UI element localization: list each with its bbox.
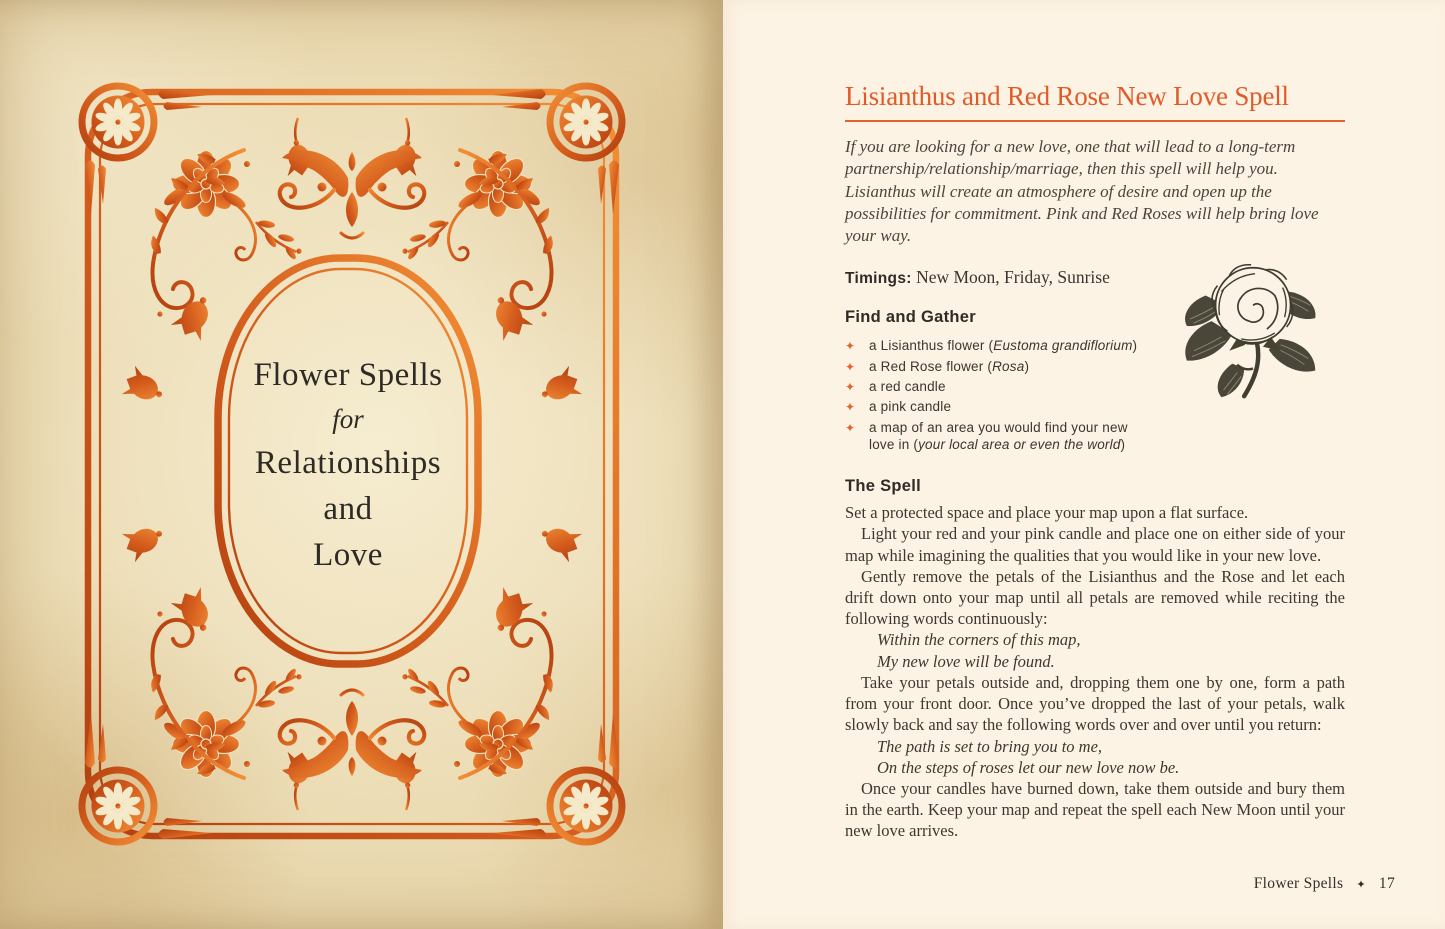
verse-line: Within the corners of this map, xyxy=(877,630,1081,650)
four-pointed-star-bullet-icon: ✦ xyxy=(845,420,856,435)
list-item-text: a map of an area you would find your new love in (your local area or even the world) xyxy=(869,419,1128,452)
list-item-text: a pink candle xyxy=(869,399,952,415)
four-pointed-star-bullet-icon: ✦ xyxy=(845,339,856,354)
spell-paragraph: Gently remove the petals of the Lisianthus and the Rose and let each drift down onto your map until all petals are removed while reciting the following words continuously: xyxy=(845,566,1345,629)
find-and-gather-heading: Find and Gather xyxy=(845,308,977,327)
four-pointed-star-separator-icon: ✦ xyxy=(1356,878,1366,891)
right-page xyxy=(723,0,1445,929)
spell-paragraph: Set a protected space and place your map upon a flat surface. xyxy=(845,503,1249,523)
verse-line: My new love will be found. xyxy=(877,651,1055,671)
spell-content-column xyxy=(845,80,1345,842)
verse-line: The path is set to bring you to me, xyxy=(877,736,1103,756)
footer-section-label: Flower Spells xyxy=(1253,875,1344,892)
spell-paragraph: Once your candles have burned down, take them outside and bury them in the earth. Keep your map and repeat the spell each New Moon until your new love arrives. xyxy=(845,778,1345,841)
cover-title-line: Relationships xyxy=(254,445,442,481)
list-item xyxy=(845,398,1165,416)
list-item xyxy=(845,378,1165,396)
find-and-gather-list xyxy=(845,337,1165,453)
list-item-text: a Red Rose flower (Rosa) xyxy=(869,358,1030,374)
verse-line: On the steps of roses let our new love now be. xyxy=(877,757,1180,777)
spell-instructions xyxy=(845,502,1345,841)
cover-title-line: and xyxy=(323,491,373,527)
incantation-verse xyxy=(877,736,1345,778)
page-number: 17 xyxy=(1378,875,1395,892)
timings-label: Timings: xyxy=(845,270,912,288)
spell-intro: If you are looking for a new love, one that will lead to a long-term partnership/relationship/marriage, then this spell will help you. Lisianthus will create an atmosphere of desire and open up the possibilities for commitment. Pink and Red Roses will help bring love your way. xyxy=(845,137,1319,246)
incantation-verse xyxy=(877,629,1345,671)
list-item xyxy=(845,337,1165,355)
timings-line xyxy=(845,267,1345,288)
four-pointed-star-bullet-icon: ✦ xyxy=(845,359,856,374)
list-item xyxy=(845,358,1165,376)
list-item xyxy=(845,419,1165,454)
four-pointed-star-bullet-icon: ✦ xyxy=(845,400,856,415)
the-spell-heading: The Spell xyxy=(845,477,922,496)
cover-title-line: Love xyxy=(313,537,383,573)
list-item-text: a Lisianthus flower (Eustoma grandiflorium) xyxy=(869,338,1138,354)
title-divider xyxy=(845,120,1345,122)
four-pointed-star-bullet-icon: ✦ xyxy=(845,380,856,395)
page-title: Lisianthus and Red Rose New Love Spell xyxy=(845,81,1289,111)
timings-value: New Moon, Friday, Sunrise xyxy=(911,267,1110,288)
cover-title xyxy=(218,352,478,578)
list-item-text: a red candle xyxy=(869,379,946,395)
cover-title-line: Flower Spells xyxy=(253,357,443,393)
spell-paragraph: Take your petals outside and, dropping them one by one, form a path from your front door. Once you’ve dropped the last of your petals, walk slowly back and say the following words over and over until you return: xyxy=(845,672,1345,735)
page-footer xyxy=(1254,875,1395,893)
spell-paragraph: Light your red and your pink candle and place one on either side of your map while imagining the qualities that you would like in your new love. xyxy=(845,524,1345,565)
cover-title-line: for xyxy=(332,404,364,434)
